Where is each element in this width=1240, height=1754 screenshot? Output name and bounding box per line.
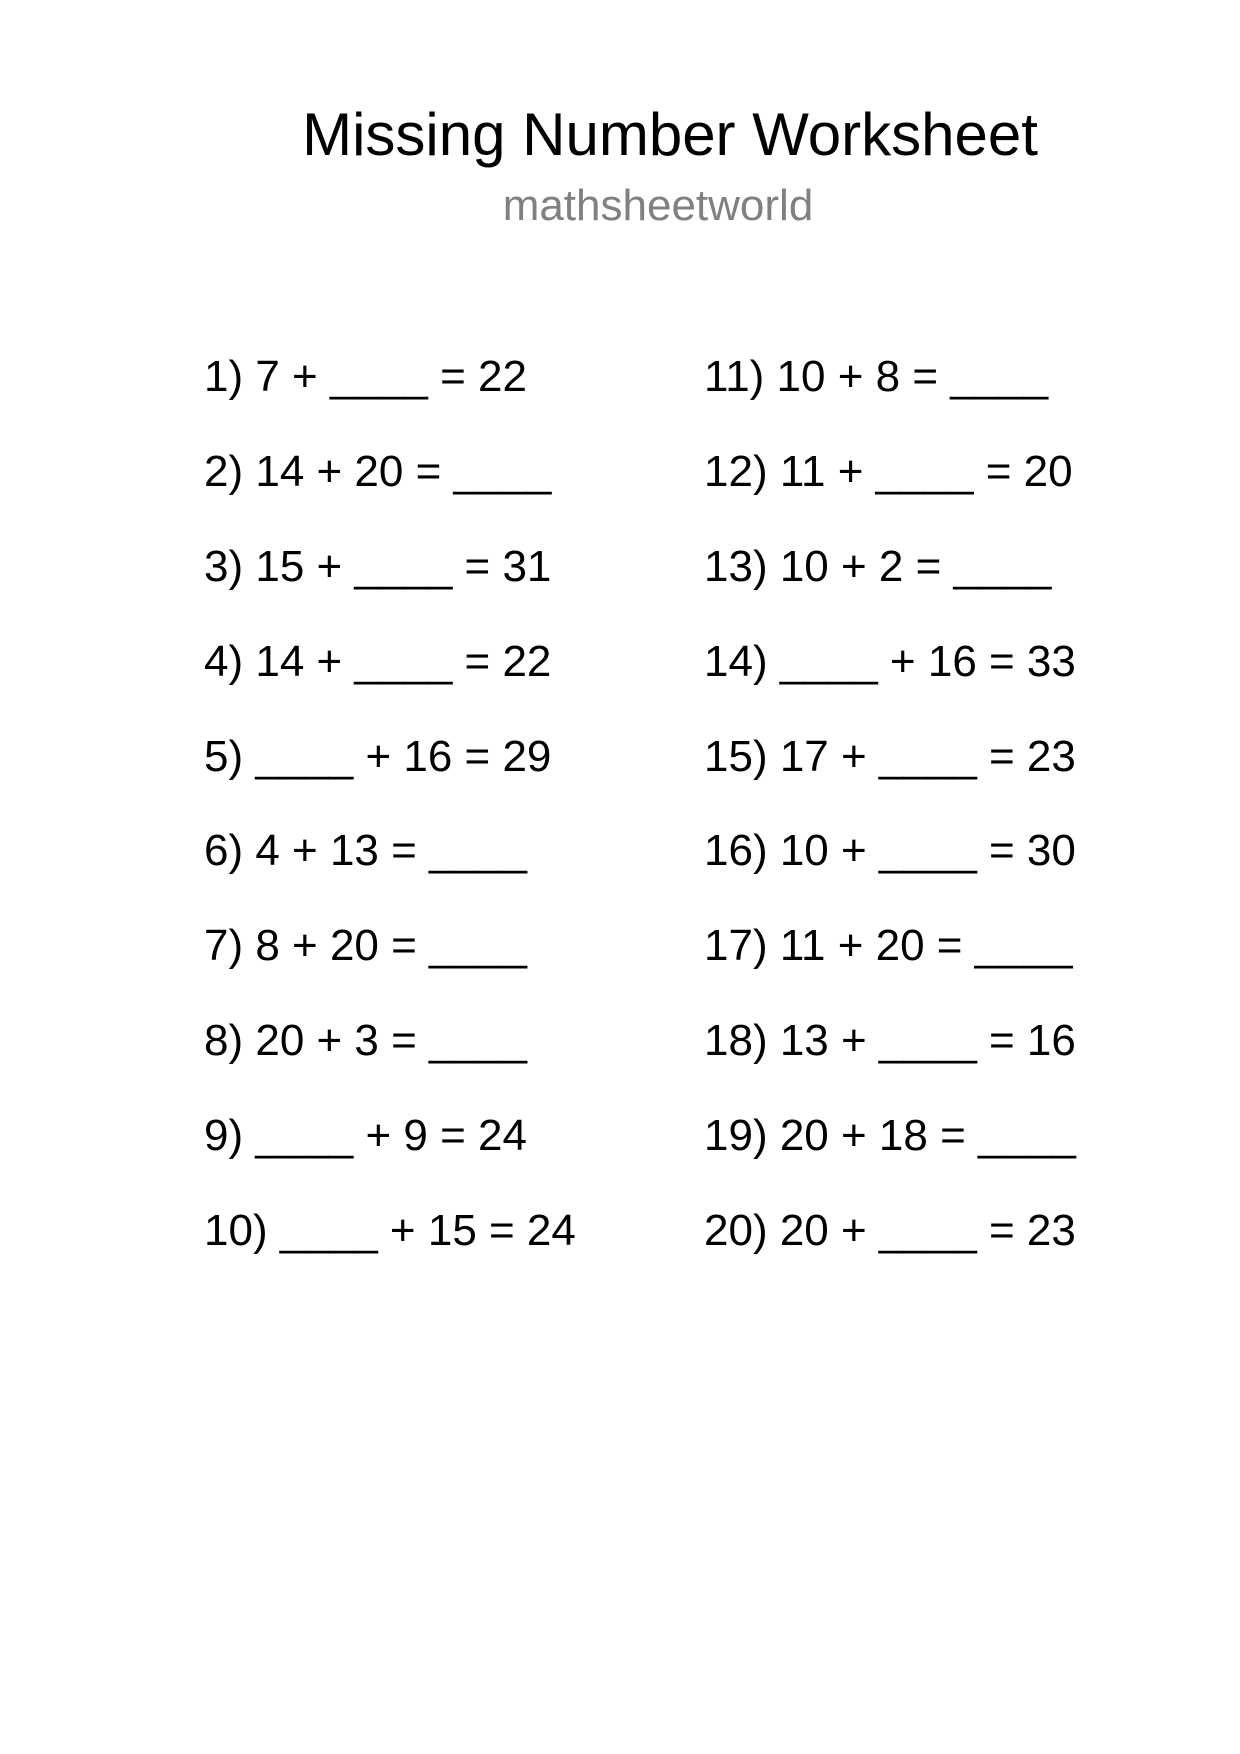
problem-10: 10) ____ + 15 = 24 bbox=[204, 1206, 576, 1256]
problem-20: 20) 20 + ____ = 23 bbox=[704, 1206, 1076, 1256]
problem-18: 18) 13 + ____ = 16 bbox=[704, 1016, 1076, 1066]
problem-7: 7) 8 + 20 = ____ bbox=[204, 921, 527, 971]
problem-1: 1) 7 + ____ = 22 bbox=[204, 352, 527, 401]
problem-2: 2) 14 + 20 = ____ bbox=[204, 446, 552, 496]
worksheet-subtitle: mathsheetworld bbox=[502, 181, 814, 230]
problem-16: 16) 10 + ____ = 30 bbox=[704, 826, 1076, 876]
problem-13: 13) 10 + 2 = ____ bbox=[704, 541, 1052, 591]
problem-11: 11) 10 + 8 = ____ bbox=[704, 352, 1049, 401]
problem-6: 6) 4 + 13 = ____ bbox=[204, 826, 527, 876]
problem-17: 17) 11 + 20 = ____ bbox=[704, 921, 1073, 971]
problem-15: 15) 17 + ____ = 23 bbox=[704, 731, 1076, 781]
problems-left-column bbox=[204, 330, 576, 1279]
problem-19: 19) 20 + 18 = ____ bbox=[704, 1111, 1076, 1161]
problem-5: 5) ____ + 16 = 29 bbox=[204, 731, 552, 781]
problems-right-column bbox=[704, 330, 1076, 1279]
problem-14: 14) ____ + 16 = 33 bbox=[704, 636, 1076, 686]
problem-8: 8) 20 + 3 = ____ bbox=[204, 1016, 527, 1066]
problem-12: 12) 11 + ____ = 20 bbox=[704, 446, 1073, 496]
problem-4: 4) 14 + ____ = 22 bbox=[204, 636, 552, 686]
problem-9: 9) ____ + 9 = 24 bbox=[204, 1111, 527, 1161]
worksheet-title: Missing Number Worksheet bbox=[302, 101, 1038, 168]
problem-3: 3) 15 + ____ = 31 bbox=[204, 541, 552, 591]
